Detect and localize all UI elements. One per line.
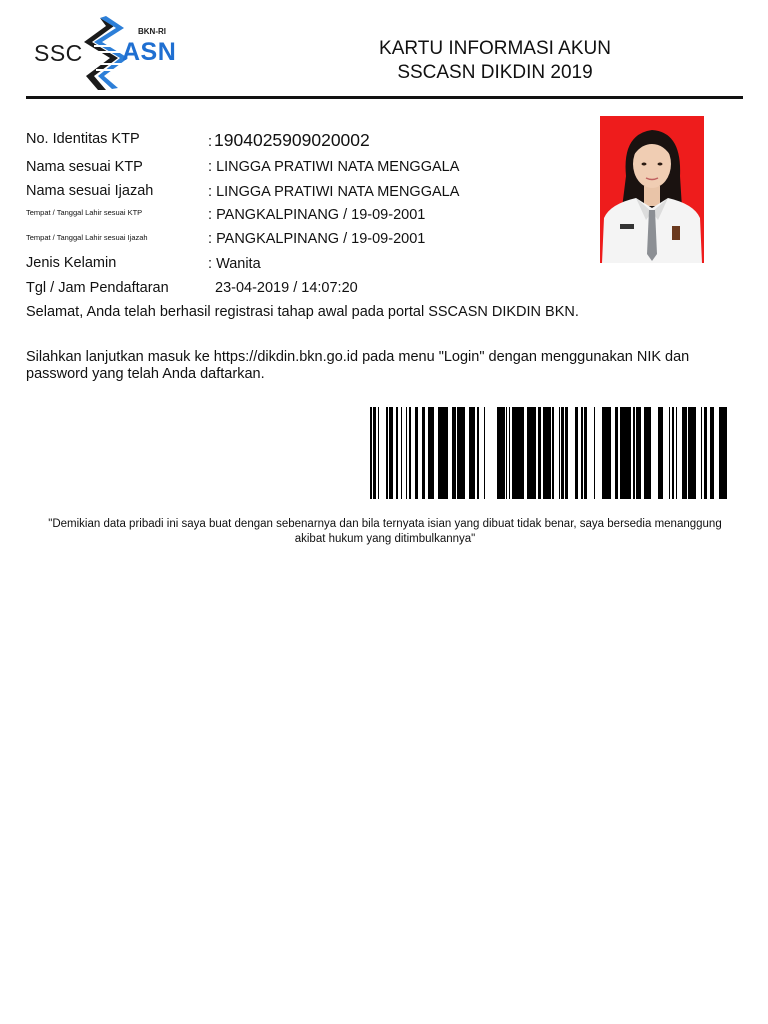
barcode-bar bbox=[669, 407, 670, 499]
logo-text-ssc: SSC bbox=[34, 40, 83, 66]
barcode-bar bbox=[497, 407, 498, 499]
field-label-name-ktp: Nama sesuai KTP bbox=[26, 159, 143, 175]
barcode-bar bbox=[532, 407, 534, 499]
barcode-bar bbox=[406, 407, 407, 499]
barcode-bar bbox=[464, 407, 465, 499]
barcode-bar bbox=[694, 407, 696, 499]
declaration-statement: "Demikian data pribadi ini saya buat dengan sebenarnya dan bila ternyata isian yang dibuat tidak benar, saya bersedia menanggung akibat hukum yang ditimbulkannya" bbox=[48, 518, 722, 545]
barcode-bar bbox=[565, 407, 566, 499]
barcode-bar bbox=[462, 407, 464, 499]
barcode-bar bbox=[584, 407, 585, 499]
barcode-bar bbox=[626, 407, 627, 499]
barcode-bar bbox=[725, 407, 727, 499]
barcode-bar bbox=[639, 407, 641, 499]
barcode-bar bbox=[628, 407, 631, 499]
barcode-bar bbox=[439, 407, 442, 499]
barcode-bar bbox=[428, 407, 430, 499]
field-label-ktp-id: No. Identitas KTP bbox=[26, 131, 140, 147]
barcode-bar bbox=[633, 407, 635, 499]
barcode-bar bbox=[585, 407, 587, 499]
barcode-bar bbox=[430, 407, 432, 499]
field-label-gender: Jenis Kelamin bbox=[26, 255, 117, 271]
field-label-name-ijazah: Nama sesuai Ijazah bbox=[26, 183, 154, 199]
barcode-bar bbox=[575, 407, 578, 499]
barcode-bar bbox=[455, 407, 456, 499]
barcode-bar bbox=[712, 407, 714, 499]
barcode-bar bbox=[691, 407, 694, 499]
barcode-bar bbox=[602, 407, 605, 499]
sscasn-logo bbox=[30, 16, 180, 92]
barcode-bar bbox=[409, 407, 410, 499]
barcode-bar bbox=[506, 407, 507, 499]
barcode-bar bbox=[509, 407, 510, 499]
barcode-bar bbox=[477, 407, 479, 499]
field-value-birth-ktp: : PANGKALPINANG / 19-09-2001 bbox=[208, 207, 426, 223]
barcode-bar bbox=[538, 407, 541, 499]
barcode-bar bbox=[370, 407, 372, 499]
barcode-bar bbox=[522, 407, 524, 499]
field-label-registration-time: Tgl / Jam Pendaftaran bbox=[26, 280, 169, 296]
barcode-icon bbox=[370, 407, 730, 499]
barcode-bar bbox=[474, 407, 475, 499]
barcode-bar bbox=[392, 407, 393, 499]
barcode-bar bbox=[605, 407, 606, 499]
barcode-bar bbox=[566, 407, 567, 499]
instruction-message: Silahkan lanjutkan masuk ke https://dikdin.bkn.go.id pada menu "Login" dengan menggunakan NIK dan password yang telah Anda daftarkan. bbox=[26, 349, 690, 382]
barcode-bar bbox=[627, 407, 628, 499]
barcode-bar bbox=[704, 407, 707, 499]
barcode-bar bbox=[623, 407, 626, 499]
barcode-bar bbox=[472, 407, 474, 499]
barcode-bar bbox=[442, 407, 445, 499]
card-title-line2: SSCASN DIKDIN 2019 bbox=[397, 62, 593, 83]
barcode-bar bbox=[375, 407, 376, 499]
barcode-bar bbox=[559, 407, 560, 499]
barcode-bar bbox=[644, 407, 646, 499]
barcode-bar bbox=[378, 407, 379, 499]
barcode-bar bbox=[567, 407, 568, 499]
barcode-bar bbox=[438, 407, 439, 499]
field-value-name-ijazah: : LINGGA PRATIWI NATA MENGGALA bbox=[208, 184, 460, 200]
field-label-birth-ijazah: Tempat / Tanggal Lahir sesuai Ijazah bbox=[26, 233, 148, 242]
barcode-bar bbox=[498, 407, 500, 499]
barcode-bar bbox=[548, 407, 551, 499]
barcode-bar bbox=[660, 407, 663, 499]
barcode-bar bbox=[459, 407, 460, 499]
barcode-bar bbox=[373, 407, 375, 499]
barcode-bar bbox=[514, 407, 516, 499]
field-value-name-ktp: : LINGGA PRATIWI NATA MENGGALA bbox=[208, 159, 460, 175]
barcode-bar bbox=[386, 407, 388, 499]
barcode-bar bbox=[658, 407, 660, 499]
barcode-bar bbox=[552, 407, 554, 499]
barcode-bar bbox=[534, 407, 536, 499]
barcode-bar bbox=[410, 407, 411, 499]
barcode-bar bbox=[616, 407, 618, 499]
barcode-bar bbox=[500, 407, 502, 499]
barcode-bar bbox=[649, 407, 651, 499]
field-value-registration-time: 23-04-2019 / 14:07:20 bbox=[215, 280, 358, 296]
field-value-gender: : Wanita bbox=[208, 256, 261, 272]
header-divider bbox=[26, 96, 743, 99]
barcode-bar bbox=[561, 407, 564, 499]
barcode-bar bbox=[469, 407, 472, 499]
barcode-bar bbox=[606, 407, 609, 499]
barcode-bar bbox=[432, 407, 434, 499]
barcode-bar bbox=[389, 407, 392, 499]
barcode-bar bbox=[720, 407, 722, 499]
barcode-bar bbox=[682, 407, 684, 499]
barcode-bar bbox=[516, 407, 517, 499]
barcode-bar bbox=[484, 407, 485, 499]
barcode-bar bbox=[722, 407, 725, 499]
field-value-birth-ijazah: : PANGKALPINANG / 19-09-2001 bbox=[208, 231, 426, 247]
barcode-bar bbox=[422, 407, 425, 499]
card-title-line1: KARTU INFORMASI AKUN bbox=[379, 38, 611, 59]
success-message: Selamat, Anda telah berhasil registrasi tahap awal pada portal SSCASN DIKDIN BKN. bbox=[26, 304, 579, 320]
barcode-bar bbox=[646, 407, 649, 499]
barcode-bar bbox=[676, 407, 677, 499]
barcode-bar bbox=[684, 407, 687, 499]
barcode-bar bbox=[445, 407, 448, 499]
barcode-bar bbox=[519, 407, 522, 499]
barcode-bar bbox=[512, 407, 514, 499]
barcode-bar bbox=[672, 407, 674, 499]
logo-text-bkn: BKN-RI bbox=[138, 27, 166, 36]
barcode-bar bbox=[452, 407, 455, 499]
barcode-bar bbox=[594, 407, 595, 499]
barcode-bar bbox=[546, 407, 548, 499]
barcode-bar bbox=[615, 407, 616, 499]
barcode-bar bbox=[457, 407, 459, 499]
barcode-bar bbox=[543, 407, 546, 499]
applicant-photo bbox=[600, 116, 704, 263]
field-value-ktp-id: : 1904025909020002 bbox=[208, 130, 370, 150]
barcode-bar bbox=[688, 407, 691, 499]
barcode-bar bbox=[460, 407, 462, 499]
barcode-bar bbox=[527, 407, 529, 499]
logo-text-asn: ASN bbox=[122, 38, 177, 66]
barcode-bar bbox=[710, 407, 712, 499]
field-label-birth-ktp: Tempat / Tanggal Lahir sesuai KTP bbox=[26, 208, 143, 217]
barcode-bar bbox=[636, 407, 639, 499]
barcode-bar bbox=[517, 407, 519, 499]
barcode-bar bbox=[581, 407, 583, 499]
barcode-bar bbox=[620, 407, 623, 499]
barcode-bar bbox=[701, 407, 702, 499]
barcode-bar bbox=[502, 407, 505, 499]
barcode-bar bbox=[719, 407, 720, 499]
barcode-bar bbox=[609, 407, 611, 499]
barcode-bar bbox=[396, 407, 398, 499]
barcode-bar bbox=[415, 407, 418, 499]
barcode-bar bbox=[401, 407, 402, 499]
barcode-bar bbox=[529, 407, 532, 499]
